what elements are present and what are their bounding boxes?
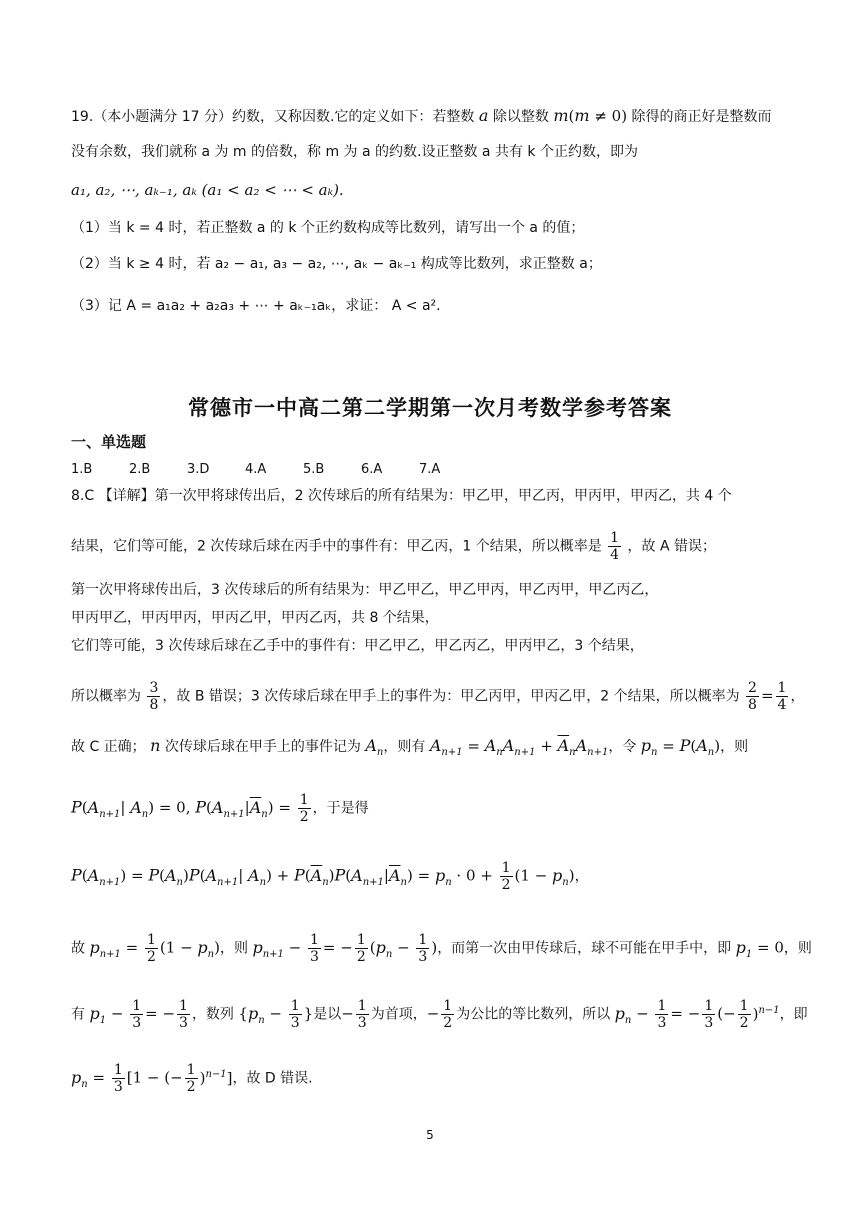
- sol8-line12: $p_n$ = $\frac{1}{3}$ [1 − (− $\frac{1}{2}$ )$^{n-1}$]，故 D 错误.: [71, 1062, 313, 1095]
- page-number: 5: [426, 1128, 434, 1142]
- answer-5: 5.B: [303, 462, 325, 477]
- sol8-line10: 故 $p_{n+1}$ = $\frac{1}{2}$ $(1 - p_n)$，则 $p_{n+1}$ − $\frac{1}{3}$ = − $\frac{1}{2}$ ($p_n$ − $\frac{1}{3}$ )，而第一次由甲传球后，球不可能在甲手中，即 $p_1 = 0$，则: [71, 932, 812, 965]
- sol8-line9: $P(A_{n+1}) = P(A_n)P(A_{n+1}|$ $A_n) + P(\overline{A}_n)P(A_{n+1}|\overline{A}_n) = p_n \cdot 0$ + $\frac{1}{2}$ $(1 - p_n)$，: [71, 860, 589, 893]
- problem19-line1: 19.（本小题满分 17 分）约数，又称因数.它的定义如下：若整数 a 除以整数 m(m ≠ 0) 除得的商正好是整数而: [71, 106, 772, 125]
- sol8-line6: 所以概率为 $\frac{3}{8}$ ，故 B 错误；3 次传球后球在甲手上的事件为：甲乙丙甲，甲丙乙甲，2 个结果，所以概率为 $\frac{2}{8}$ = $\frac{1}{4}$ ，: [71, 680, 805, 713]
- section-heading: 一、单选题: [71, 433, 147, 451]
- answer-2: 2.B: [129, 462, 151, 477]
- answer-4: 4.A: [245, 462, 267, 477]
- answer-title: 常德市一中高二第二学期第一次月考数学参考答案: [188, 396, 672, 420]
- sol8-line7: 故 C 正确； n 次传球后球在甲手上的事件记为 $A_n$，则有 $A_{n+1} = A_nA_{n+1} + \overline{A}_nA_{n+1}$，令 $p_n = P(A_n)$，则: [71, 736, 749, 759]
- sol8-line5: 它们等可能，3 次传球后球在乙手中的事件有：甲乙甲乙，甲乙丙乙，甲丙甲乙，3 个结果，: [71, 638, 644, 654]
- answer-1: 1.B: [71, 462, 93, 477]
- problem19-question2: （2）当 k ≥ 4 时，若 a₂ − a₁, a₃ − a₂, ⋯, aₖ − aₖ₋₁ 构成等比数列，求正整数 a；: [71, 256, 602, 272]
- sol8-line8: $P(A_{n+1}|$ $A_n) = 0$, $P(A_{n+1}|\overline{A}_n)$ = $\frac{1}{2}$ ，于是得: [71, 792, 369, 825]
- sol8-line3: 第一次甲将球传出后，3 次传球后的所有结果为：甲乙甲乙，甲乙甲丙，甲乙丙甲，甲乙丙乙，: [71, 582, 659, 598]
- answer-list: [71, 460, 791, 480]
- sol8-line4: 甲丙甲乙，甲丙甲丙，甲丙乙甲，甲丙乙丙，共 8 个结果，: [71, 610, 439, 626]
- answer-3: 3.D: [187, 462, 210, 477]
- sol8-line1: 8.C 【详解】第一次甲将球传出后，2 次传球后的所有结果为：甲乙甲，甲乙丙，甲丙甲，甲丙乙，共 4 个: [71, 488, 732, 504]
- problem19-question3: （3）记 A = a₁a₂ + a₂a₃ + ⋯ + aₖ₋₁aₖ，求证： A < a².: [71, 298, 441, 314]
- answer-6: 6.A: [361, 462, 383, 477]
- problem19-question1: （1）当 k = 4 时，若正整数 a 的 k 个正约数构成等比数列，请写出一个 a 的值；: [71, 220, 585, 236]
- sol8-line2: 结果，它们等可能，2 次传球后球在丙手中的事件有：甲乙丙，1 个结果，所以概率是 $\frac{1}{4}$ ，故 A 错误；: [71, 530, 717, 563]
- sol8-line11: 有 $p_1$ − $\frac{1}{3}$ = − $\frac{1}{3}$ ，数列 {$p_n$ − $\frac{1}{3}$ }是以− $\frac{1}{3}$ 为首项，− $\frac{1}{2}$ 为公比的等比数列，所以 $p_n$ − $\frac{1}{3}$ = − $\frac{1}{3}$ (− $\frac{1}{2}$ )$^{n-1}$，即: [71, 998, 808, 1031]
- problem19-line3: a₁, a₂, ⋯, aₖ₋₁, aₖ (a₁ < a₂ < ⋯ < aₖ).: [71, 181, 344, 199]
- problem19-line2: 没有余数，我们就称 a 为 m 的倍数，称 m 为 a 的约数.设正整数 a 共有 k 个正约数，即为: [71, 144, 638, 160]
- answer-7: 7.A: [419, 462, 441, 477]
